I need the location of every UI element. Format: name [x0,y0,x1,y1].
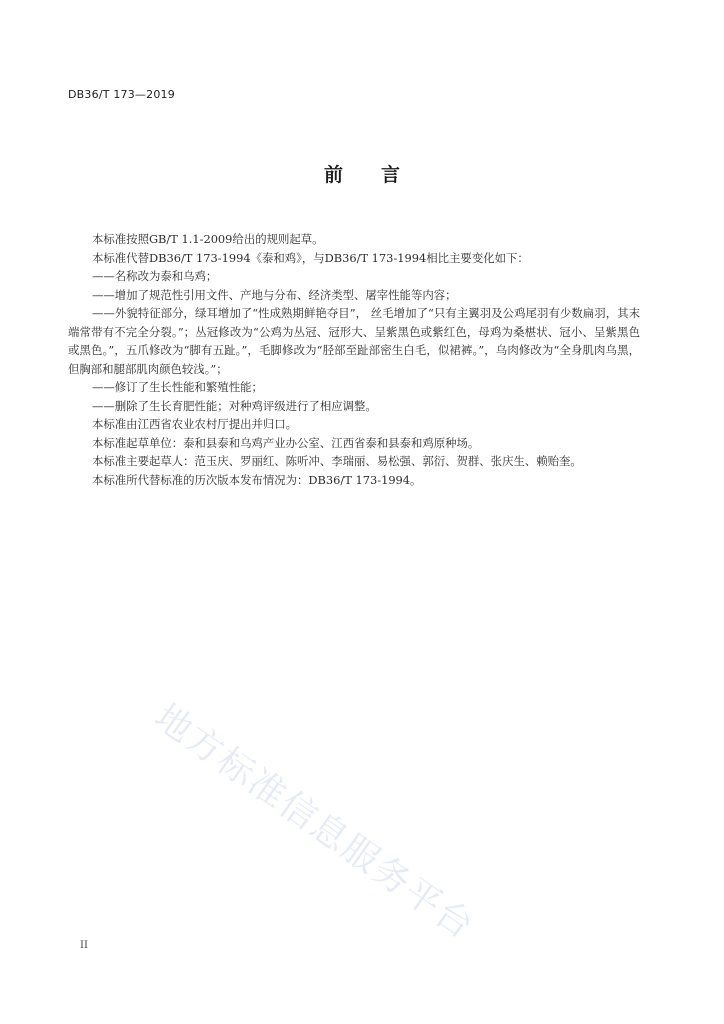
page-number: II [80,940,88,951]
change-item-appearance: ——外貌特征部分，绿耳增加了“性成熟期鲜艳夺目”， 丝毛增加了“只有主翼羽及公鸡尾羽有少数扁羽，其末端常带有不完全分裂。”；丛冠修改为“公鸡为丛冠、冠形大、呈紫黑色或紫红色，母鸡为桑椹状、冠小、呈紫黑色或黑色。”，五爪修改为“脚有五趾。”，毛脚修改为“胫部至趾部密生白毛，似裙裤。”，乌肉修改为“全身肌肉乌黑，但胸部和腿部肌肉颜色较浅。”； [68,306,640,376]
paragraph-drafters: 本标准主要起草人：范玉庆、罗丽红、陈听冲、李瑞丽、易松强、郭衍、贺群、张庆生、赖贻奎。 [92,454,582,468]
change-item-removed: ——删除了生长育肥性能；对种鸡评级进行了相应调整。 [92,398,377,413]
change-item-name: ——名称改为泰和乌鸡； [92,269,218,283]
foreword-body [68,230,640,489]
change-item-added-content: ——增加了规范性引用文件、产地与分布、经济类型、屠宰性能等内容； [92,287,457,302]
paragraph-history: 本标准所代替标准的历次版本发布情况为：DB36/T 173-1994。 [92,472,422,487]
change-item-performance: ——修订了生长性能和繁殖性能； [92,380,263,394]
watermark-text: 地方标准信息服务平台 [146,696,482,949]
paragraph-drafting-rule: 本标准按照GB/T 1.1-2009给出的规则起草。 [92,232,324,246]
page-title: 前 言 [323,164,400,186]
paragraph-replacement: 本标准代替DB36/T 173-1994《泰和鸡》，与DB36/T 173-1994相比主要变化如下： [92,250,529,265]
paragraph-proposer: 本标准由江西省农业农村厅提出并归口。 [92,417,298,431]
paragraph-drafting-unit: 本标准起草单位：泰和县泰和乌鸡产业办公室、江西省泰和县泰和鸡原种场。 [92,435,480,450]
document-code: DB36/T 173—2019 [68,88,175,101]
